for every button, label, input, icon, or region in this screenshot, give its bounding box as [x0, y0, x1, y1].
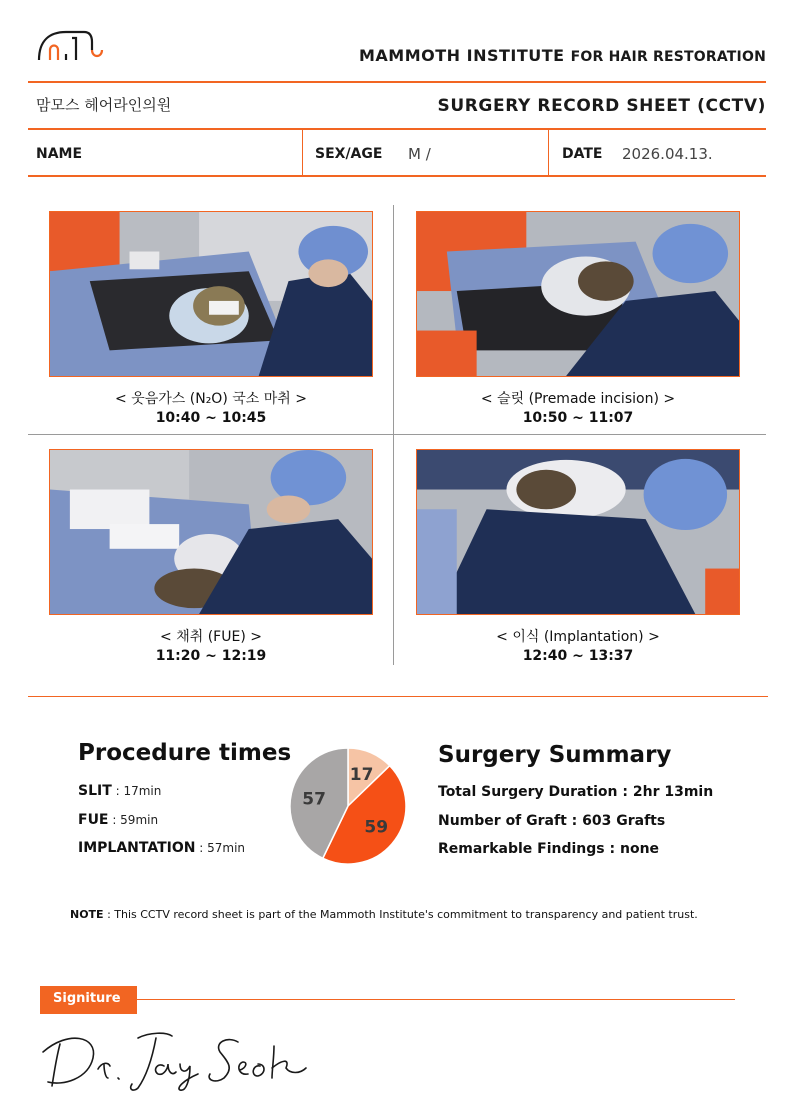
photo-caption: [49, 626, 373, 664]
note-label: NOTE: [70, 908, 104, 921]
divider: [28, 175, 766, 177]
procedure-label: IMPLANTATION: [78, 840, 196, 856]
date-label: DATE: [562, 146, 603, 162]
sexage-value: M /: [408, 145, 431, 163]
signature-tag: Signiture: [40, 986, 137, 1014]
cctv-photo-implantation: [416, 449, 740, 615]
summary-duration: Total Surgery Duration : 2hr 13min: [438, 784, 714, 800]
divider: [28, 128, 766, 130]
handwritten-signature: [38, 1024, 308, 1094]
procedure-value: : 59min: [108, 813, 159, 827]
sexage-label: SEX/AGE: [315, 146, 383, 162]
procedure-value: : 17min: [111, 784, 162, 798]
divider: [302, 130, 303, 176]
pie-data-label: 57: [302, 789, 326, 810]
clinic-name: 맘모스 헤어라인의원: [36, 96, 172, 114]
procedure-item: [78, 840, 245, 856]
photo-caption-text: < 이식 (Implantation) >: [496, 629, 660, 645]
divider: [28, 81, 766, 83]
cctv-photo-slit: [416, 211, 740, 377]
grid-divider: [393, 205, 394, 665]
procedure-pie-chart: [288, 746, 408, 866]
summary-title: Surgery Summary: [438, 742, 672, 768]
note-text: : This CCTV record sheet is part of the Mammoth Institute's commitment to transparency and patient trust.: [103, 908, 698, 921]
divider: [28, 696, 768, 697]
photo-time: 10:40 ~ 10:45: [155, 410, 267, 426]
photo-caption-text: < 채취 (FUE) >: [160, 629, 262, 645]
summary-grafts: Number of Graft : 603 Grafts: [438, 813, 666, 829]
photo-time: 12:40 ~ 13:37: [522, 648, 634, 664]
pie-data-label: 59: [364, 817, 389, 838]
photo-caption: [416, 626, 740, 664]
procedure-title: Procedure times: [78, 740, 292, 766]
procedure-value: : 57min: [195, 841, 246, 855]
signature-line: [137, 999, 735, 1000]
mammoth-logo-icon: [36, 28, 106, 64]
photo-time: 10:50 ~ 11:07: [522, 410, 634, 426]
summary-findings: Remarkable Findings : none: [438, 841, 660, 857]
pie-data-label: 17: [349, 764, 374, 785]
brand-sub: FOR HAIR RESTORATION: [570, 49, 766, 65]
name-label: NAME: [36, 146, 83, 162]
photo-caption: [49, 388, 373, 426]
cctv-photo-fue: [49, 449, 373, 615]
divider: [548, 130, 549, 176]
brand-main: MAMMOTH INSTITUTE: [358, 46, 565, 65]
grid-divider: [28, 434, 766, 435]
date-value: 2026.04.13.: [622, 145, 713, 163]
cctv-photo-anesthesia: [49, 211, 373, 377]
note: [70, 908, 698, 921]
procedure-label: FUE: [78, 812, 109, 828]
procedure-label: SLIT: [78, 783, 112, 799]
photo-time: 11:20 ~ 12:19: [155, 648, 267, 664]
photo-caption: [416, 388, 740, 426]
procedure-item: [78, 783, 161, 799]
sheet-title: SURGERY RECORD SHEET (CCTV): [437, 96, 766, 116]
photo-caption-text: < 슬릿 (Premade incision) >: [480, 391, 676, 407]
procedure-item: [78, 812, 158, 828]
brand-name: [359, 46, 766, 65]
photo-caption-text: < 웃음가스 (N₂O) 국소 마취 >: [115, 391, 307, 407]
